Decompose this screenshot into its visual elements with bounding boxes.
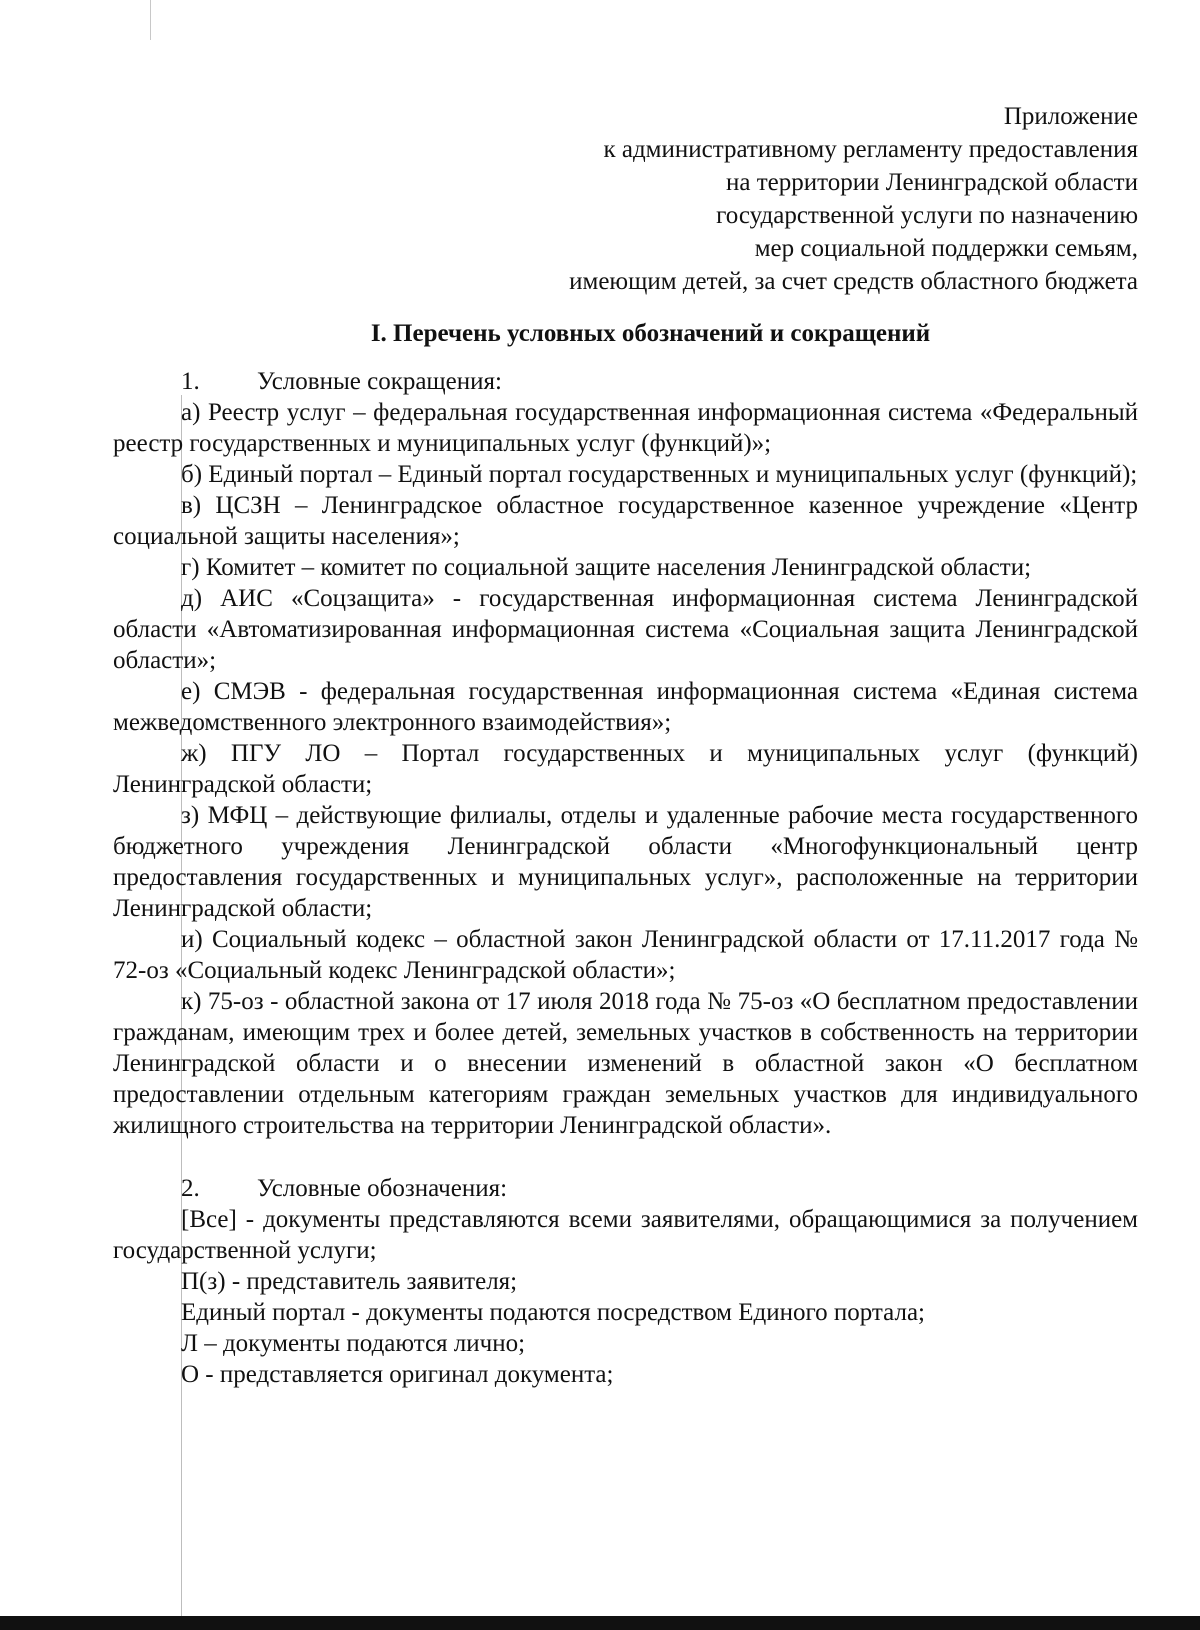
designations-number: 2. (181, 1175, 200, 1202)
abbreviation-item: д) АИС «Соцзащита» - государственная информационная система Ленинградской области «Автоматизированная информационная система «Социальная защита Ленинградской области»; (113, 585, 1138, 674)
abbreviation-item: з) МФЦ – действующие филиалы, отделы и удаленные рабочие места государственного бюджетного учреждения Ленинградской области «Многофункциональный центр предоставления государственных и муниципальных услуг», расположенные на территории Ленинградской области; (113, 802, 1138, 922)
designation-item: [Все] - документы представляются всеми заявителями, обращающимися за получением государственной услуги; (113, 1206, 1138, 1264)
abbreviations-heading-text: Условные сокращения: (257, 368, 502, 395)
abbreviation-item: и) Социальный кодекс – областной закон Ленинградской области от 17.11.2017 года № 72-оз «Социальный кодекс Ленинградской области»; (113, 926, 1138, 984)
scan-bottom-edge (0, 1616, 1200, 1630)
scan-artifact-line-top (150, 0, 151, 40)
designations-heading (113, 1173, 1138, 1204)
appendix-line: государственной услуги по назначению (716, 202, 1138, 229)
abbreviations-heading (113, 366, 1138, 397)
designations-heading-text: Условные обозначения: (257, 1175, 508, 1202)
designation-item: П(з) - представитель заявителя; (181, 1268, 518, 1295)
appendix-line: на территории Ленинградской области (726, 169, 1138, 196)
appendix-line: Приложение (1003, 103, 1138, 130)
designation-item: О - представляется оригинал документа; (181, 1361, 614, 1388)
appendix-header (113, 100, 1138, 298)
abbreviation-item: б) Единый портал – Единый портал государственных и муниципальных услуг (функций); (181, 461, 1138, 488)
abbreviation-item: г) Комитет – комитет по социальной защите населения Ленинградской области; (181, 554, 1032, 581)
abbreviation-item: е) СМЭВ - федеральная государственная информационная система «Единая система межведомственного электронного взаимодействия»; (113, 678, 1138, 736)
designation-item: Единый портал - документы подаются посредством Единого портала; (181, 1299, 925, 1326)
section-title: I. Перечень условных обозначений и сокращений (370, 320, 931, 347)
abbreviation-item: в) ЦСЗН – Ленинградское областное государственное казенное учреждение «Центр социальной защиты населения»; (113, 492, 1138, 550)
designation-item: Л – документы подаются лично; (181, 1330, 526, 1357)
abbreviations-number: 1. (181, 368, 200, 395)
abbreviation-item: ж) ПГУ ЛО – Портал государственных и муниципальных услуг (функций) Ленинградской области; (113, 740, 1138, 798)
appendix-line: имеющим детей, за счет средств областного бюджета (569, 268, 1138, 295)
appendix-line: к административному регламенту предоставления (603, 136, 1138, 163)
spacer (113, 1141, 1138, 1173)
appendix-line: мер социальной поддержки семьям, (754, 235, 1138, 262)
abbreviation-item: к) 75-оз - областной закона от 17 июля 2018 года № 75-оз «О бесплатном предоставлении гражданам, имеющим трех и более детей, земельных участков в собственность на территории Ленинградской области и о внесении изменений в областной закон «О бесплатном предоставлении отдельным категориям граждан земельных участков для индивидуального жилищного строительства на территории Ленинградской области». (113, 988, 1138, 1139)
document-page (113, 100, 1138, 1390)
abbreviation-item: а) Реестр услуг – федеральная государственная информационная система «Федеральный реестр государственных и муниципальных услуг (функций)»; (113, 399, 1138, 457)
